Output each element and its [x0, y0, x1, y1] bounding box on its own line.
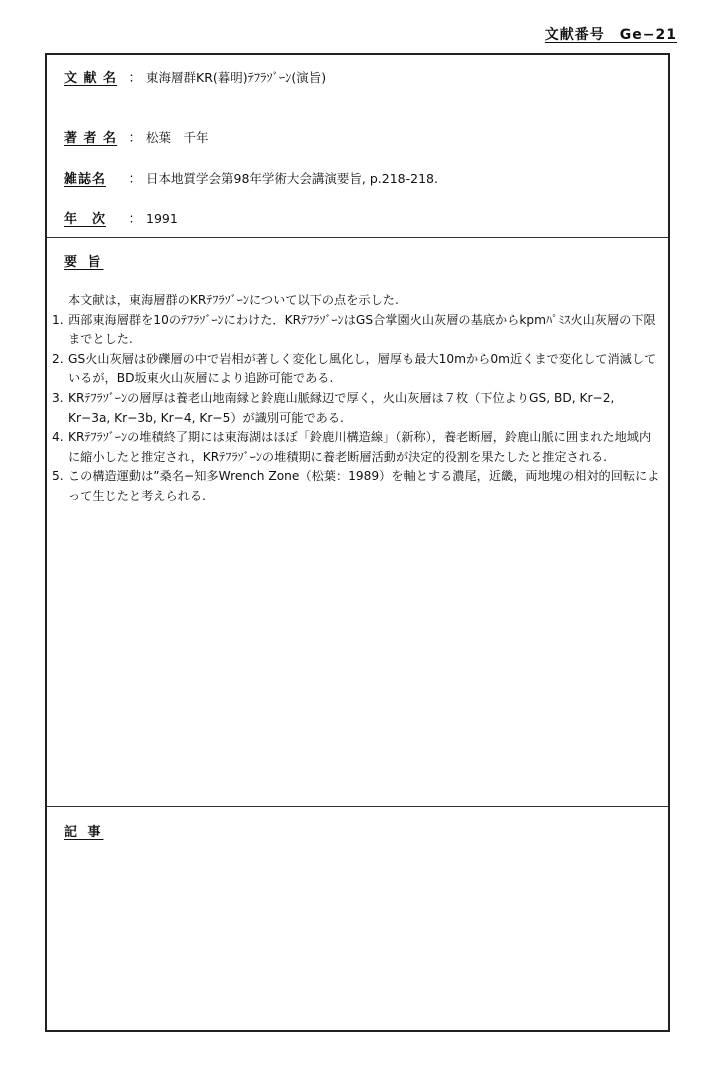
summary-item-text: GS火山灰層は砂礫層の中で岩相が著しく変化し風化し，層厚も最大10mから0m近くまで変化して消滅しているが，BD坂東火山灰層により追跡可能である.: [68, 351, 657, 386]
document-number: 文献番号 Ge−21: [544, 27, 677, 43]
summary-item: [52, 350, 660, 389]
summary-item-text: KRﾃﾌﾗｿﾞｰﾝの堆積終了期には東海湖はほぼ「鈴鹿川構造線」（新称），養老断層，鈴鹿山脈に囲まれた地域内に縮小したと推定され，KRﾃﾌﾗｿﾞｰﾝの堆積期に養老断層活動が決定的役割を果たしたと推定される.: [68, 430, 652, 464]
author-field: [64, 129, 209, 148]
year-value: 1991: [146, 211, 178, 226]
journal-colon: ：: [128, 172, 142, 187]
summary-item: [52, 428, 660, 467]
summary-item-text: この構造運動は”桑名−知多Wrench Zone（松葉：1989）を軸とする濃尾，近畿，両地塊の相対的回転によって生じたと考えられる.: [68, 469, 660, 503]
summary-item-text: KRﾃﾌﾗｿﾞｰﾝの層厚は養老山地南縁と鈴鹿山脈縁辺で厚く，火山灰層は７枚（下位よりGS, BD, Kr−2, Kr−3a, Kr−3b, Kr−4, Kr−5）が識別可能である.: [68, 390, 615, 425]
summary-item-number: 4.: [52, 430, 64, 445]
author-value: 松葉 千年: [146, 130, 209, 145]
author-colon: ：: [128, 131, 142, 146]
summary-item: [52, 389, 660, 428]
summary-item-number: 2.: [52, 351, 64, 366]
document-frame: [45, 53, 670, 1032]
author-label: 著 者 名: [64, 131, 118, 146]
title-value: 東海層群KR(暮明)ﾃﾌﾗｿﾞｰﾝ(演旨): [146, 70, 327, 85]
summary-item: [52, 467, 660, 506]
year-field: [64, 210, 178, 229]
summary-heading: 要 旨: [64, 255, 104, 270]
title-field: [64, 69, 326, 88]
year-colon: ：: [128, 212, 142, 227]
summary-body: [52, 291, 660, 507]
summary-item-number: 3.: [52, 390, 64, 405]
notes-divider: [47, 806, 668, 807]
title-colon: ：: [128, 71, 142, 86]
journal-label: 雑誌名: [64, 172, 107, 187]
notes-heading: 記 事: [64, 825, 104, 840]
summary-item-number: 5.: [52, 469, 64, 484]
summary-item-number: 1.: [52, 312, 64, 327]
summary-intro: 本文献は，東海層群のKRﾃﾌﾗｿﾞｰﾝについて以下の点を示した.: [68, 293, 399, 307]
summary-item: [52, 311, 660, 350]
year-label: 年 次: [64, 212, 107, 227]
title-label: 文 献 名: [64, 71, 118, 86]
header-divider: [47, 237, 668, 238]
journal-field: [64, 170, 438, 189]
summary-item-text: 西部東海層群を10のﾃﾌﾗｿﾞｰﾝにわけた．KRﾃﾌﾗｿﾞｰﾝはGS合掌園火山灰層の基底からkpmﾊﾟﾐｽ火山灰層の下限までとした.: [68, 312, 656, 347]
journal-value: 日本地質学会第98年学術大会講演要旨, p.218-218.: [146, 171, 438, 186]
